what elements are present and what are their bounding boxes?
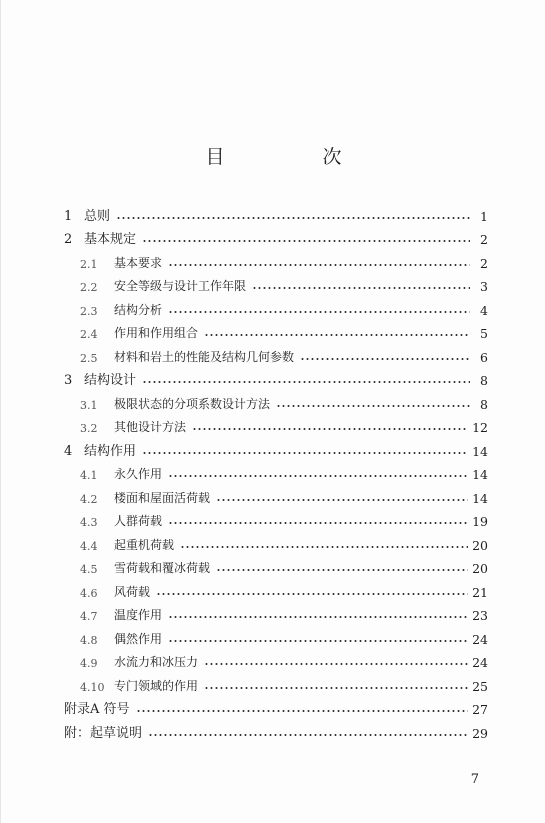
dot-leader [192,427,468,431]
toc-entry-title: 起重机荷载 [114,537,175,552]
dot-leader [168,615,468,619]
toc-entry-number: 3.2 [80,422,98,435]
toc-entry[interactable] [64,529,488,553]
toc-entry-number: 3 [64,373,73,388]
toc-entry[interactable] [64,412,488,436]
toc-entry-title: 附：起草说明 [64,725,143,741]
toc-entry-number: 4.1 [80,469,98,482]
toc-entry[interactable] [64,694,488,718]
page-title: 目 次 [205,146,388,168]
dot-leader [142,239,470,243]
toc-entry-title: 结构分析 [114,302,163,317]
toc-entry[interactable] [64,200,488,224]
toc-entry-number: 4.2 [80,492,98,506]
toc-entry[interactable] [64,717,488,741]
toc-entry[interactable] [64,482,488,506]
toc-entry-page: 19 [472,514,488,529]
toc-entry-page: 12 [472,420,488,435]
dot-leader [168,639,468,643]
toc-entry-page: 29 [472,725,488,741]
toc-entry[interactable] [64,388,488,412]
toc-entry-page: 8 [480,396,488,412]
toc-entry[interactable] [64,670,488,694]
toc-entry-page: 25 [472,678,488,694]
toc-entry[interactable] [64,576,488,600]
toc-entry-page: 24 [472,655,488,670]
toc-entry-number: 4.10 [80,680,105,694]
dot-leader [300,357,470,361]
toc-entry-number: 2.3 [80,304,98,318]
toc-entry-number: 4.5 [80,563,98,576]
toc-entry-number: 2.4 [80,328,98,341]
toc-entry-number: 2.5 [80,351,98,365]
toc-entry-title: 其他设计方法 [114,420,187,434]
toc-entry-page: 1 [480,208,488,224]
toc-entry-page: 14 [472,490,488,506]
toc-entry-page: 21 [472,584,488,600]
toc-entry-title: 偶然作用 [114,631,163,646]
toc-entry-number: 2 [64,232,73,247]
toc-entry[interactable] [64,247,488,271]
dot-leader [136,709,469,713]
dot-leader [276,404,470,408]
toc-entry-title: 作用和作用组合 [114,326,199,340]
toc-entry-title: 永久作用 [114,467,163,481]
toc-entry[interactable] [64,224,488,248]
toc-entry[interactable] [64,365,488,389]
dot-leader [252,286,470,290]
toc-entry[interactable] [64,459,488,483]
dot-leader [142,380,470,384]
toc-entry[interactable] [64,647,488,671]
toc-entry-title: 材料和岩土的性能及结构几何参数 [114,349,295,364]
toc-entry-page: 3 [480,279,488,294]
toc-entry[interactable] [64,271,488,295]
toc-entry[interactable] [64,600,488,624]
toc-entry[interactable] [64,341,488,365]
dot-leader [168,310,470,314]
dot-leader [156,592,468,596]
toc-entry-number: 2.2 [80,281,98,294]
toc-entry[interactable] [64,294,488,318]
toc-entry-title: 极限状态的分项系数设计方法 [114,396,271,411]
toc-entry-title: 附录A 符号 [64,702,130,717]
toc-entry-title: 总则 [84,208,111,224]
toc-entry-page: 6 [480,349,488,365]
toc-entry-number: 4.4 [80,539,98,553]
toc-entry[interactable] [64,506,488,530]
table-of-contents [64,200,488,741]
toc-entry-title: 基本规定 [84,232,137,247]
toc-entry-page: 23 [472,608,488,623]
dot-leader [216,498,468,502]
toc-entry[interactable] [64,318,488,342]
toc-entry-title: 结构设计 [84,373,137,388]
toc-entry-page: 5 [480,326,488,341]
dot-leader [168,263,470,267]
dot-leader [216,568,468,572]
toc-entry-number: 3.1 [80,398,98,412]
toc-entry-page: 27 [472,702,488,717]
dot-leader [142,451,468,455]
dot-leader [168,474,468,478]
toc-entry-title: 结构作用 [84,443,137,459]
toc-entry-page: 2 [480,232,488,247]
toc-entry-number: 4 [64,443,73,459]
dot-leader [204,686,468,690]
toc-entry-page: 20 [472,561,488,576]
toc-entry-number: 4.8 [80,633,98,647]
toc-entry-number: 4.3 [80,516,98,529]
toc-entry-page: 8 [480,373,488,388]
toc-entry-number: 2.1 [80,257,98,271]
toc-entry-title: 风荷载 [114,584,151,599]
toc-entry-page: 2 [480,255,488,271]
toc-entry-page: 20 [472,537,488,553]
toc-entry-number: 4.7 [80,610,98,623]
dot-leader [148,733,468,737]
toc-entry[interactable] [64,553,488,577]
toc-entry-title: 人群荷载 [114,514,163,528]
dot-leader [180,545,468,549]
toc-entry-page: 14 [472,443,488,459]
dot-leader [168,521,468,525]
dot-leader [116,216,470,220]
toc-entry-title: 水流力和冰压力 [114,655,199,669]
toc-entry-number: 4.9 [80,657,98,670]
page-number: 7 [470,772,479,787]
toc-entry-page: 24 [472,631,488,647]
toc-entry-title: 基本要求 [114,255,163,270]
dot-leader [204,333,470,337]
toc-entry-title: 安全等级与设计工作年限 [114,279,247,293]
toc-entry-title: 温度作用 [114,608,163,622]
toc-entry-title: 专门领域的作用 [114,678,199,693]
toc-entry-page: 14 [472,467,488,482]
toc-entry[interactable] [64,435,488,459]
toc-entry-title: 雪荷载和覆冰荷载 [114,561,211,575]
toc-entry[interactable] [64,623,488,647]
dot-leader [204,662,468,666]
toc-entry-title: 楼面和屋面活荷载 [114,490,211,505]
toc-entry-number: 1 [64,208,73,224]
toc-entry-page: 4 [480,302,488,318]
toc-entry-number: 4.6 [80,586,98,600]
